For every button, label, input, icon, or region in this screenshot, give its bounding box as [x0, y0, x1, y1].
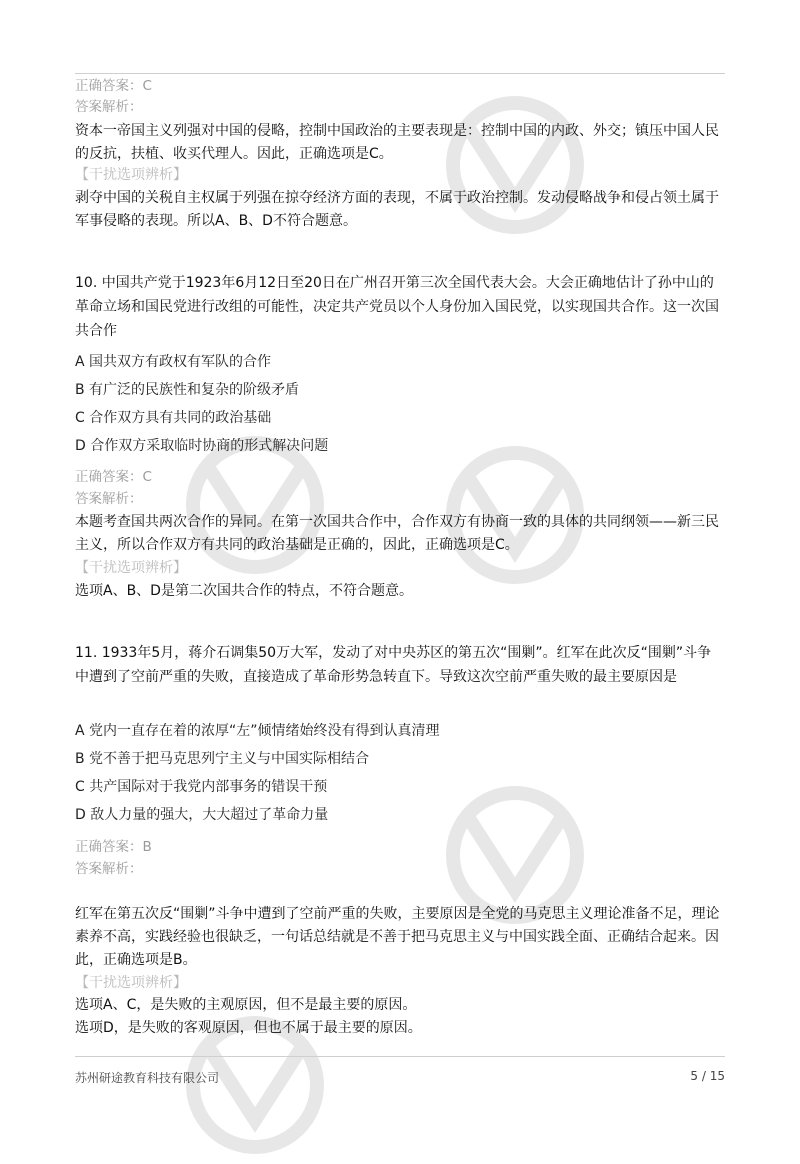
q11-analysis-label: 答案解析：	[75, 861, 143, 877]
q10-option-a: A 国共双方有政权有军队的合作	[75, 354, 272, 370]
q11-option-a: A 党内一直存在着的浓厚“左”倾情绪始终没有得到认真清理	[75, 723, 440, 739]
question-10: 10. 中国共产党于1923年6月12日至20日在广州召开第三次全国代表大会。大会正确地估计了孙中山的革命立场和国民党进行改组的可能性，决定共产党员以个人身份加入国民党，以实现国共合作。这一次国共合作	[75, 275, 719, 339]
q10-analysis: 本题考查国共两次合作的异同。在第一次国共合作中，合作双方有协商一致的具体的共同纲领——新三民主义，所以合作双方有共同的政治基础是正确的，因此，正确选项是C。	[75, 514, 719, 553]
q10-answer: 正确答案：C	[75, 469, 152, 485]
q11-distractor-1: 选项A、C，是失败的主观原因，但不是最主要的原因。	[75, 997, 417, 1013]
q10-option-c: C 合作双方具有共同的政治基础	[75, 410, 272, 426]
q10-option-d: D 合作双方采取临时协商的形式解决问题	[75, 438, 329, 454]
prev-distractor: 剥夺中国的关税自主权属于列强在掠夺经济方面的表现，不属于政治控制。发动侵略战争和侵占领土属于军事侵略的表现。所以A、B、D不符合题意。	[75, 190, 719, 229]
footer-page-number: 5 / 15	[690, 1069, 725, 1083]
q10-distractor-label: 【干扰选项辨析】	[75, 560, 187, 576]
q11-option-c: C 共产国际对于我党内部事务的错误干预	[75, 779, 328, 795]
q10-analysis-label: 答案解析：	[75, 491, 143, 507]
q11-option-b: B 党不善于把马克思列宁主义与中国实际相结合	[75, 751, 370, 767]
prev-answer: 正确答案：C	[75, 78, 152, 94]
prev-analysis-label: 答案解析：	[75, 99, 143, 115]
prev-distractor-label: 【干扰选项辨析】	[75, 167, 187, 183]
footer-divider	[75, 1056, 725, 1057]
footer-company: 苏州研途教育科技有限公司	[75, 1071, 220, 1085]
prev-analysis: 资本一帝国主义列强对中国的侵略，控制中国政治的主要表现是：控制中国的内政、外交；镇压中国人民的反抗，扶植、收买代理人。因此，正确选项是C。	[75, 123, 719, 162]
q11-distractor-label: 【干扰选项辨析】	[75, 975, 187, 991]
top-divider	[75, 73, 725, 74]
question-11: 11. 1933年5月，蒋介石调集50万大军，发动了对中央苏区的第五次“围剿”。红军在此次反“围剿”斗争中遭到了空前严重的失败，直接造成了革命形势急转直下。导致这次空前严重失败的最主要原因是	[75, 645, 712, 685]
q11-option-d: D 敌人力量的强大，大大超过了革命力量	[75, 807, 329, 823]
q10-distractor: 选项A、B、D是第二次国共合作的特点，不符合题意。	[75, 583, 413, 599]
q11-distractor-2: 选项D，是失败的客观原因，但也不属于最主要的原因。	[75, 1020, 422, 1036]
q10-option-b: B 有广泛的民族性和复杂的阶级矛盾	[75, 382, 300, 398]
q11-analysis: 红军在第五次反“围剿”斗争中遭到了空前严重的失败，主要原因是全党的马克思主义理论准备不足，理论素养不高，实践经验也很缺乏，一句话总结就是不善于把马克思主义与中国实践全面、正确结合起来。因此，正确选项是B。	[75, 906, 720, 968]
q11-answer: 正确答案：B	[75, 839, 152, 855]
